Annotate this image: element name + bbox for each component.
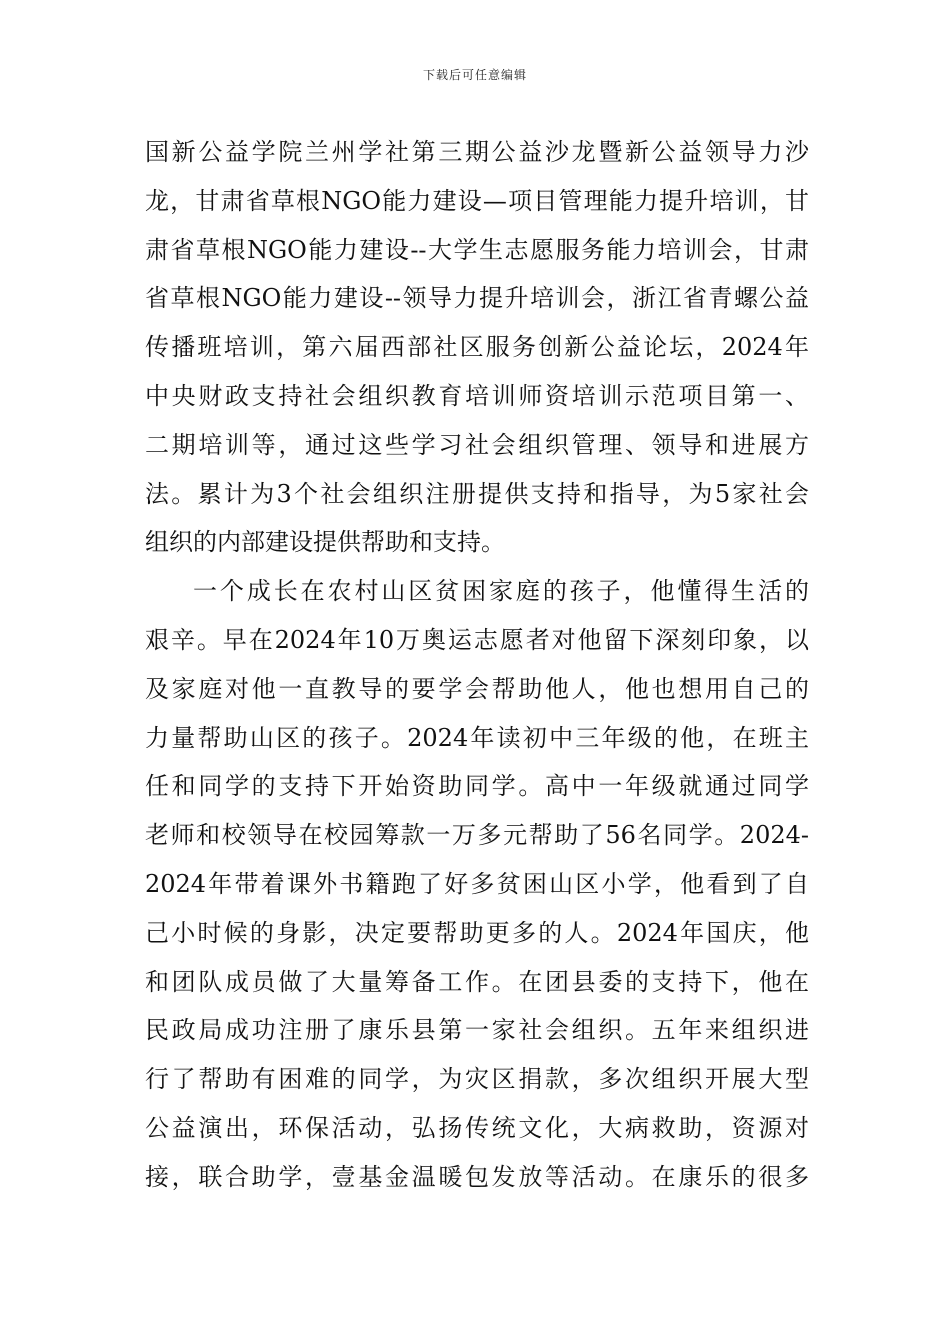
page-header: 下载后可任意编辑 xyxy=(422,68,527,82)
text-line: 龙，甘肃省草根NGO能力建设—项目管理能力提升培训，甘 xyxy=(145,186,809,215)
paragraph xyxy=(145,128,809,567)
text-line: 中央财政支持社会组织教育培训师资培训示范项目第一、 xyxy=(145,381,809,410)
paragraph xyxy=(145,567,809,1201)
text-line: 传播班培训，第六届西部社区服务创新公益论坛，2024年 xyxy=(145,333,809,362)
text-line: 老师和校领导在校园筹款一万多元帮助了56名同学。2024- xyxy=(145,821,809,850)
text-line: 肃省草根NGO能力建设--大学生志愿服务能力培训会，甘肃 xyxy=(145,235,809,264)
document-body xyxy=(145,128,809,1202)
text-line: 接，联合助学，壹基金温暖包发放等活动。在康乐的很多 xyxy=(145,1162,809,1191)
text-line: 二期培训等，通过这些学习社会组织管理、领导和进展方 xyxy=(145,430,809,459)
text-line: 及家庭对他一直教导的要学会帮助他人，他也想用自己的 xyxy=(145,674,809,703)
text-line: 法。累计为3个社会组织注册提供支持和指导，为5家社会 xyxy=(145,479,809,508)
text-line: 己小时候的身影，决定要帮助更多的人。2024年国庆，他 xyxy=(145,918,809,947)
text-line: 和团队成员做了大量筹备工作。在团县委的支持下，他在 xyxy=(145,967,809,996)
text-line: 省草根NGO能力建设--领导力提升培训会，浙江省青螺公益 xyxy=(145,284,809,313)
text-line: 艰辛。早在2024年10万奥运志愿者对他留下深刻印象，以 xyxy=(145,625,809,654)
text-line: 2024年带着课外书籍跑了好多贫困山区小学，他看到了自 xyxy=(145,869,809,898)
text-line: 公益演出，环保活动，弘扬传统文化，大病救助，资源对 xyxy=(145,1113,809,1142)
text-line: 一个成长在农村山区贫困家庭的孩子，他懂得生活的 xyxy=(193,577,809,606)
text-line: 国新公益学院兰州学社第三期公益沙龙暨新公益领导力沙 xyxy=(145,138,809,166)
text-line: 民政局成功注册了康乐县第一家社会组织。五年来组织进 xyxy=(145,1016,809,1045)
text-line: 组织的内部建设提供帮助和支持。 xyxy=(145,528,505,557)
text-line: 任和同学的支持下开始资助同学。高中一年级就通过同学 xyxy=(145,772,809,801)
text-line: 行了帮助有困难的同学，为灾区捐款，多次组织开展大型 xyxy=(145,1065,809,1094)
text-line: 力量帮助山区的孩子。2024年读初中三年级的他，在班主 xyxy=(145,723,809,752)
